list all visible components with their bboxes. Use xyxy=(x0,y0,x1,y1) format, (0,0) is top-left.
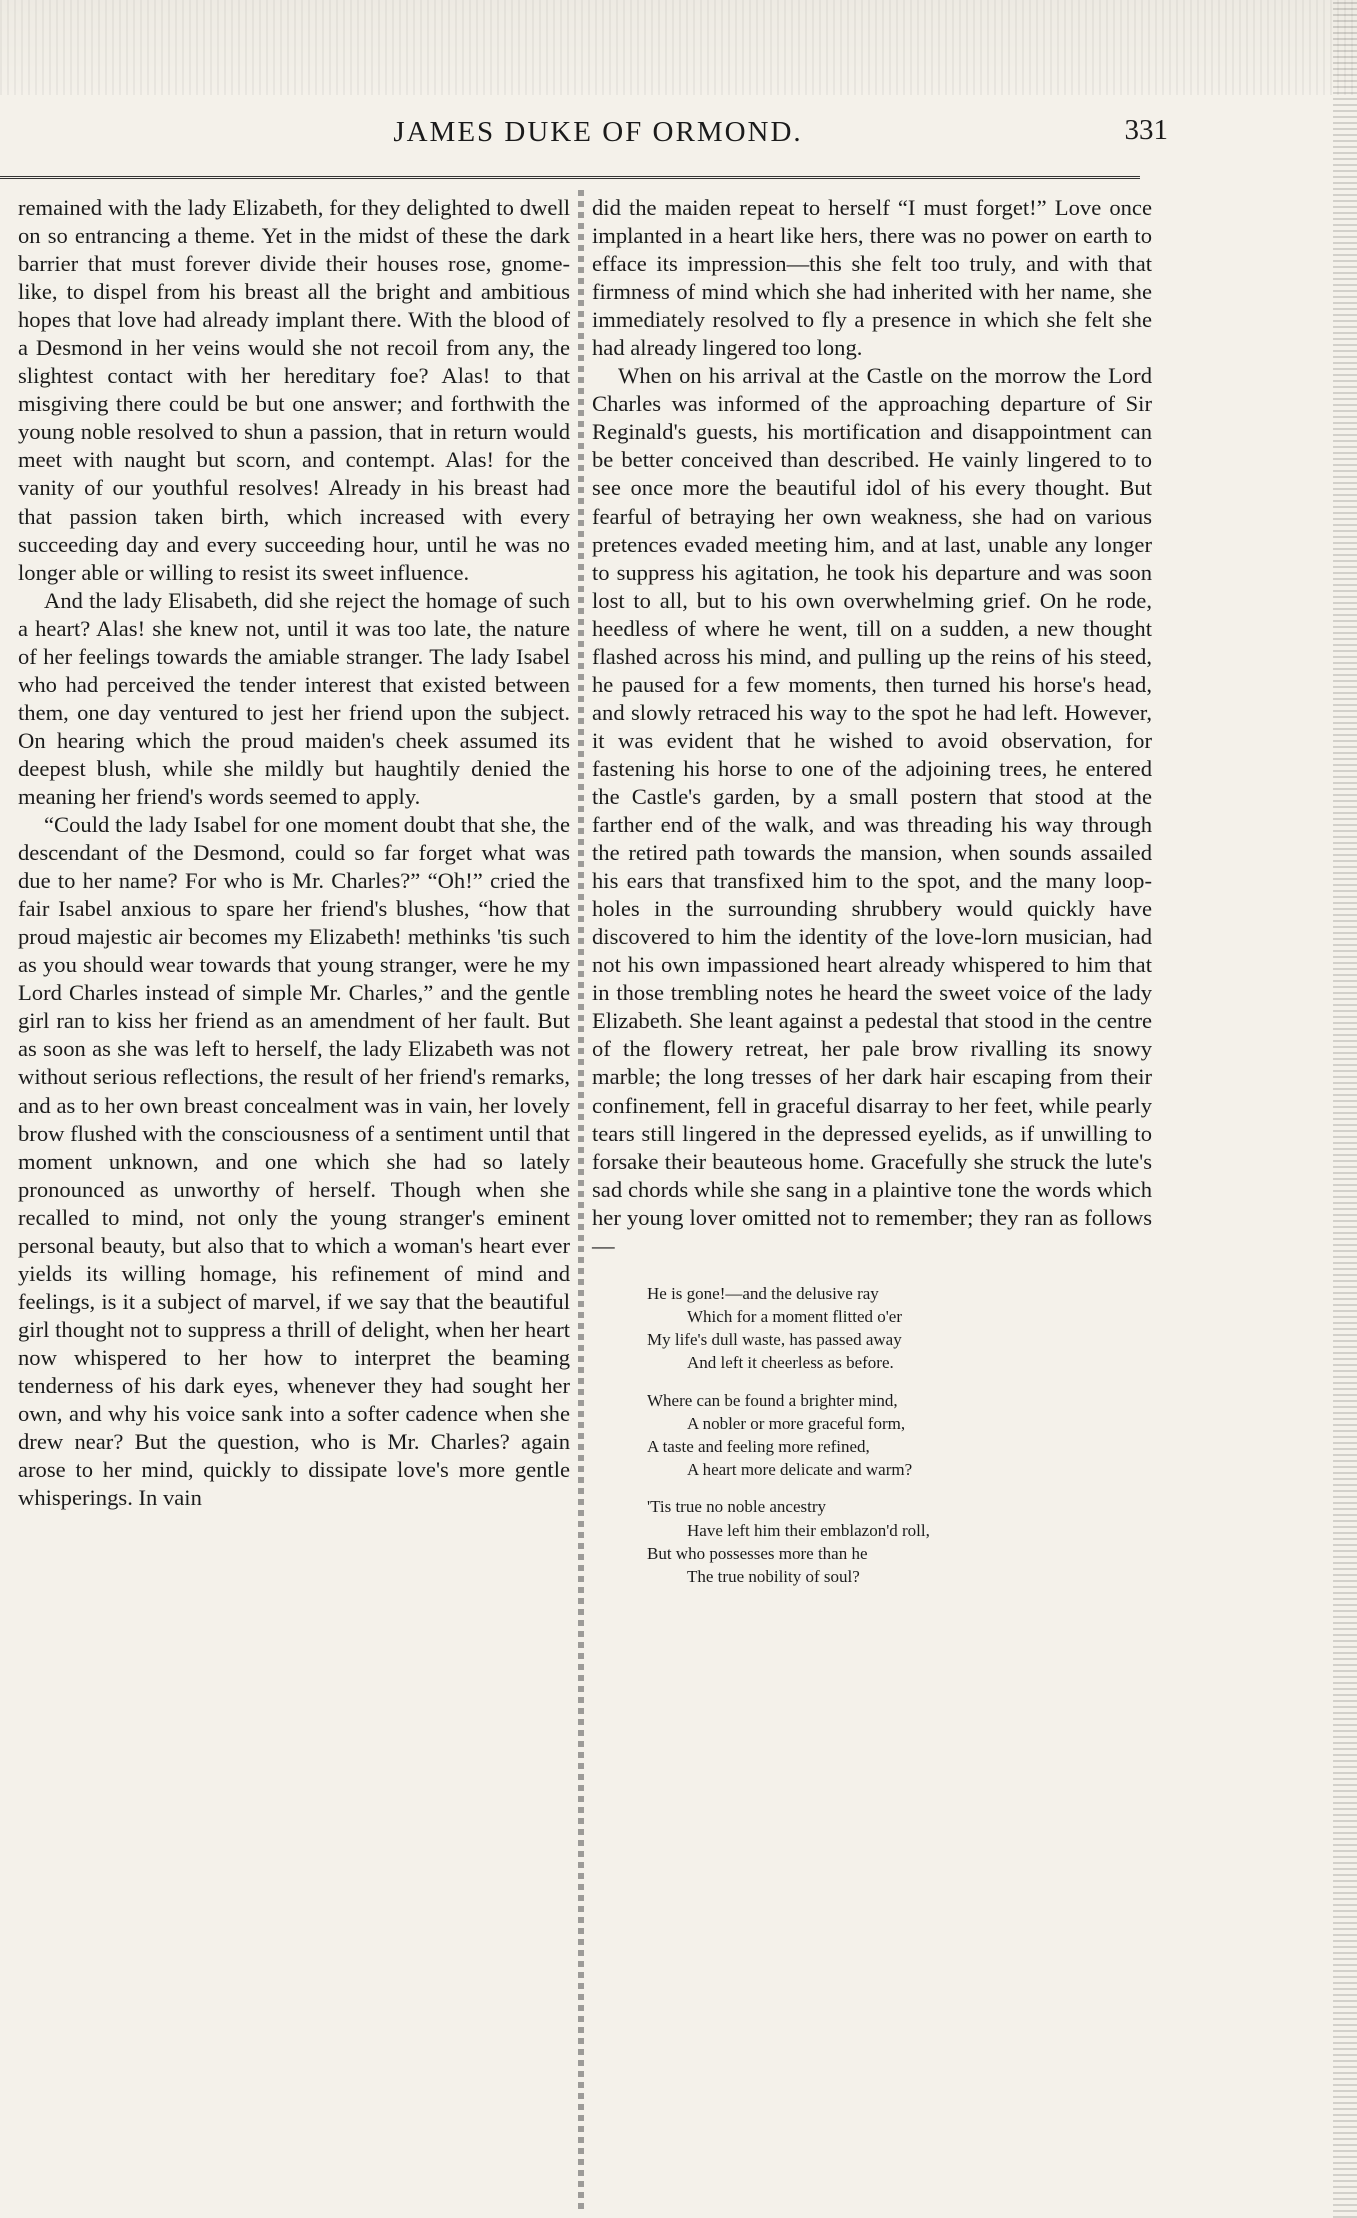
poem xyxy=(647,1282,1152,1588)
running-title: JAMES DUKE OF ORMOND. xyxy=(393,116,803,148)
header-rule xyxy=(0,176,1140,179)
paragraph: “Could the lady Isabel for one moment doubt that she, the descendant of the Desmond, could so far forget what was due to her name? For who is Mr. Charles?” “Oh!” cried the fair Isabel anxious to spare her friend's blushes, “how that proud majestic air becomes my Elizabeth! methinks 'tis such as you should wear towards that young stranger, were he my Lord Charles instead of simple Mr. Charles,” and the gentle girl ran to kiss her friend as an amendment of her fault. But as soon as she was left to herself, the lady Elizabeth was not without serious reflections, the result of her friend's remarks, and as to her own breast concealment was in vain, her lovely brow flushed with the consciousness of a sentiment until that moment unknown, and one which she had so lately pronounced as unworthy of herself. Though when she recalled to mind, not only the young stranger's eminent personal beauty, but also that to which a woman's heart ever yields its willing homage, his refinement of mind and feelings, is it a subject of marvel, if we say that the beautiful girl thought not to suppress a thrill of delight, when her heart now whispered to her how to interpret the beaming tenderness of his dark eyes, whenever they had sought her own, and why his voice sank into a softer cadence when she drew near? But the question, who is Mr. Charles? again arose to her mind, quickly to dissipate love's more gentle whisperings. In vain xyxy=(18,812,570,1511)
page-header xyxy=(28,108,1168,160)
poem-line: My life's dull waste, has passed away xyxy=(647,1330,902,1350)
column-divider xyxy=(578,190,584,2210)
paragraph: remained with the lady Elizabeth, for they delighted to dwell on so entrancing a theme. Yet in the midst of these the dark barrier that must forever divide their houses rose, gnome-like, to dispel from his breast all the bright and ambitious hopes that love had already implant there. With the blood of a Desmond in her veins would she not recoil from any, the slightest contact with her hereditary foe? Alas! to that misgiving there could be but one answer; and forthwith the young noble resolved to shun a passion, that in return would meet with naught but scorn, and contempt. Alas! for the vanity of our youthful resolves! Already in his breast had that passion taken birth, which increased with every succeeding day and every succeeding hour, until he was no longer able or willing to resist its sweet influence. xyxy=(18,195,570,585)
paragraph: When on his arrival at the Castle on the morrow the Lord Charles was informed of the approaching departure of Sir Reginald's guests, his mortification and disappointment can be better conceived than described. He vainly lingered to to see once more the beautiful idol of his every thought. But fearful of betraying her own weakness, she had on various pretences evaded meeting him, and at last, unable any longer to suppress his agitation, he took his departure and was soon lost to all, but to his own overwhelming grief. On he rode, heedless of where he went, till on a sudden, a new thought flashed across his mind, and pulling up the reins of his steed, he paused for a few moments, then turned his horse's head, and slowly retraced his way to the spot he had left. However, it was evident that he wished to avoid observation, for fastening his horse to one of the adjoining trees, he entered the Castle's garden, by a small postern that stood at the farther end of the walk, and was threading his way through the retired path towards the mansion, when sounds assailed his ears that transfixed him to the spot, and the many loop-holes in the surrounding shrubbery would quickly have discovered to him the identity of the love-lorn musician, had not his own impassioned heart already whispered to him that in those trembling notes he heard the sweet voice of the lady Elizabeth. She leant against a pedestal that stood in the centre of the flowery retreat, her pale brow rivalling its snowy marble; the long tresses of her dark hair escaping from their confinement, fell in graceful disarray to her feet, while pearly tears still lingered in the depressed eyelids, as if unwilling to forsake their beauteous home. Gracefully she struck the lute's sad chords while she sang in a plaintive tone the words which her young lover omitted not to remember; they ran as follows— xyxy=(592,363,1152,1258)
poem-stanza xyxy=(647,1389,1152,1482)
poem-line: A taste and feeling more refined, xyxy=(647,1437,870,1456)
poem-stanza xyxy=(647,1495,1152,1588)
poem-line: Which for a moment flitted o'er xyxy=(687,1306,903,1326)
poem-line: But who possesses more than he xyxy=(647,1543,868,1563)
left-column xyxy=(18,194,570,1512)
poem-line: Have left him their emblazon'd roll, xyxy=(687,1520,930,1540)
right-column xyxy=(592,194,1152,1602)
poem-line: 'Tis true no noble ancestry xyxy=(647,1497,827,1517)
poem-stanza xyxy=(647,1282,1152,1375)
poem-line: The true nobility of soul? xyxy=(687,1567,860,1587)
paragraph: did the maiden repeat to herself “I must forget!” Love once implanted in a heart like hers, there was no power on earth to efface its impression—this she felt too truly, and with that firmness of mind which she had inherited with her name, she immediately resolved to fly a presence in which she felt she had already lingered too long. xyxy=(592,195,1152,361)
poem-line: A heart more delicate and warm? xyxy=(687,1460,913,1480)
scan-artifact-top xyxy=(0,0,1357,95)
poem-line: Where can be found a brighter mind, xyxy=(647,1390,898,1410)
poem-line: And left it cheerless as before. xyxy=(687,1353,894,1373)
scan-artifact-right-edge xyxy=(1333,0,1357,2218)
poem-line: He is gone!—and the delusive ray xyxy=(647,1283,879,1303)
page-number: 331 xyxy=(1124,114,1168,146)
paragraph: And the lady Elisabeth, did she reject the homage of such a heart? Alas! she knew not, until it was too late, the nature of her feelings towards the amiable stranger. The lady Isabel who had perceived the tender interest that existed between them, one day ventured to jest her friend upon the subject. On hearing which the proud maiden's cheek assumed its deepest blush, while she mildly but haughtily denied the meaning her friend's words seemed to apply. xyxy=(18,587,570,809)
poem-line: A nobler or more graceful form, xyxy=(687,1413,906,1433)
